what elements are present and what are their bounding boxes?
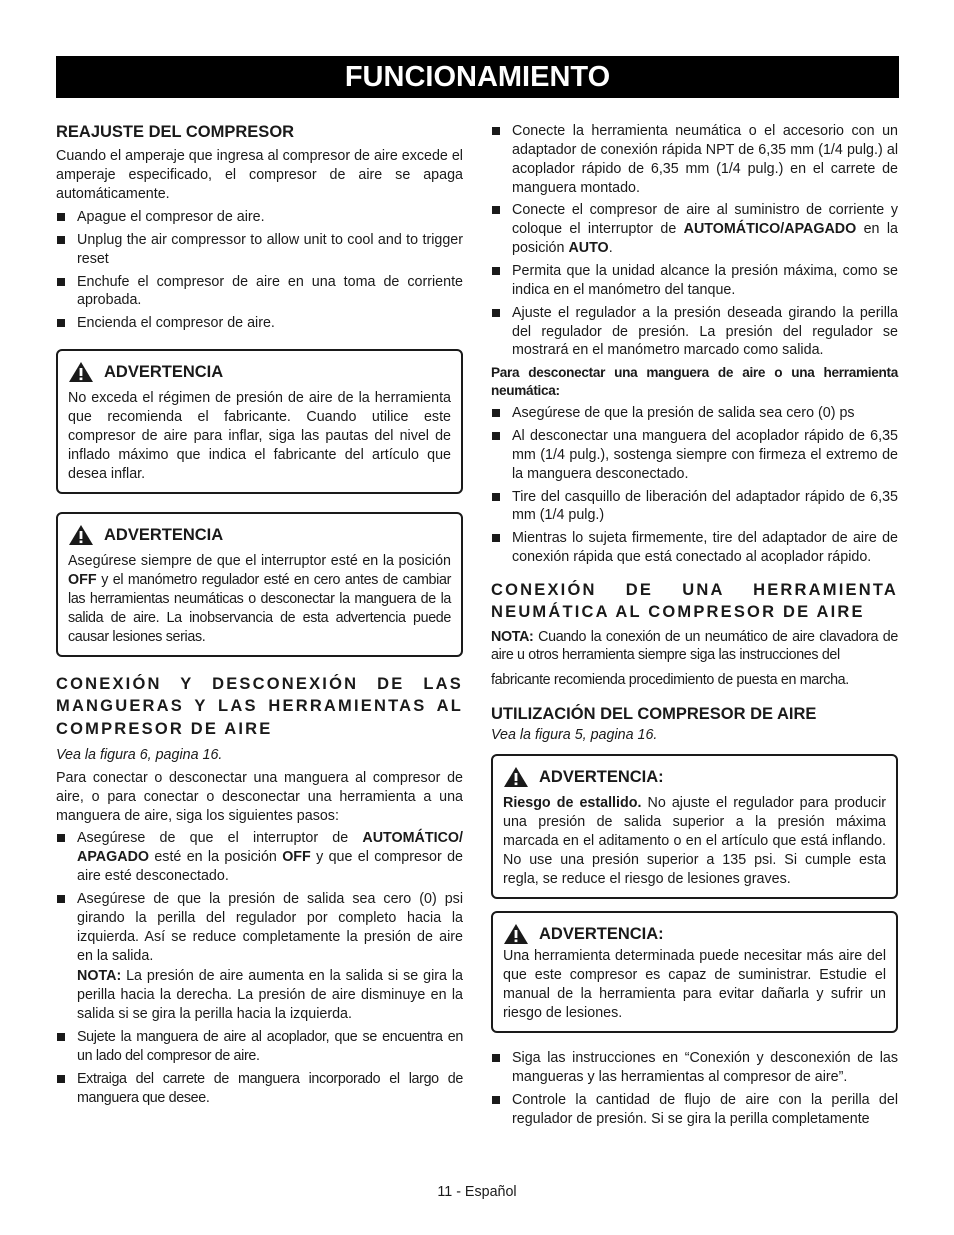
list-item: Siga las instrucciones en “Conexión y desconexión de las mangueras y las herramientas al compresor de aire”.	[491, 1049, 898, 1087]
connect-steps-list	[491, 122, 898, 360]
warning-box	[491, 911, 898, 1033]
list-item: Sujete la manguera de aire al acoplador, que se encuentra en un lado del compresor de aire.	[56, 1028, 463, 1066]
warning-triangle-icon	[503, 766, 529, 788]
bullet-icon	[57, 1075, 65, 1083]
list-item: Extraiga del carrete de manguera incorporado el largo de manguera que desee.	[56, 1070, 463, 1108]
note-text-continued: fabricante recomienda procedimiento de puesta en marcha.	[491, 672, 849, 689]
bullet-icon	[57, 278, 65, 286]
bullet-icon	[57, 834, 65, 842]
section-heading-herramienta: CONEXIÓN DE UNA HERRAMIENTA NEUMÁTICA AL COMPRESOR DE AIRE	[491, 581, 898, 622]
bullet-icon	[57, 213, 65, 221]
warning-box	[491, 754, 898, 899]
list-item: Al desconectar una manguera del acoplador rápido de 6,35 mm (1/4 pulg.), sostenga siempre con firmeza el extremo de la manguera desconectado.	[491, 427, 898, 484]
warning-triangle-icon	[68, 361, 94, 383]
bullet-icon	[492, 267, 500, 275]
bullet-icon	[492, 1054, 500, 1062]
bullet-icon	[57, 319, 65, 327]
bullet-icon	[57, 895, 65, 903]
bullet-icon	[492, 534, 500, 542]
disconnect-steps-list	[491, 404, 898, 567]
list-item: Conecte la herramienta neumática o el accesorio con un adaptador de conexión rápida NPT de 6,35 mm (1/4 pulg.) al acoplador rápido de 6,35 mm (1/4 pulg.) en el carrete de manguera montado.	[491, 122, 898, 197]
warning-title: ADVERTENCIA:	[539, 924, 664, 943]
list-item: Enchufe el compresor de aire en una toma de corriente aprobada.	[56, 273, 463, 311]
warning-text: No exceda el régimen de presión de aire de la herramienta que recomienda el fabricante. Cuando utilice este compresor de aire para inflar, siga las pautas del nivel de inflado máximo que indica el fabricante del artículo que desea inflar.	[68, 390, 451, 483]
figure-reference: Vea la figura 5, pagina 16.	[491, 726, 658, 743]
bullet-icon	[492, 493, 500, 501]
figure-reference: Vea la figura 6, pagina 16.	[56, 746, 223, 763]
page-title: FUNCIONAMIENTO	[56, 56, 899, 98]
list-item: Permita que la unidad alcance la presión máxima, como se indica en el manómetro del tanque.	[491, 262, 898, 300]
warning-title: ADVERTENCIA	[104, 362, 224, 381]
warning-text: Riesgo de estallido. No ajuste el regulador para producir una presión de salida superior a la presión máxima marcada en el aditamento o en el artículo que está inflando. No use una presión superior a 135 psi. Si cumple esta regla, se reduce el riesgo de lesiones graves.	[503, 795, 887, 888]
warning-triangle-icon	[68, 524, 94, 546]
warning-text: Asegúrese siempre de que el interruptor esté en la posición OFF y el manómetro regulador esté en cero antes de cambiar las herramientas neumáticas o desconectar la manguera de la salida de aire. La inobservancia de esta advertencia puede causar lesiones serias.	[68, 553, 451, 646]
reset-steps-list	[56, 208, 463, 333]
warning-text: Una herramienta determinada puede necesitar más aire del que este compresor es capaz de suministrar. Estudie el manual de la herramienta para evitar dañarla y sufrir un riesgo de lesiones.	[503, 948, 886, 1022]
list-item: Unplug the air compressor to allow unit to cool and to trigger reset	[56, 231, 463, 269]
list-item: Tire del casquillo de liberación del adaptador rápido de 6,35 mm (1/4 pulg.)	[491, 488, 898, 526]
connection-steps-list	[56, 829, 463, 1107]
section-heading-utilizacion: UTILIZACIÓN DEL COMPRESOR DE AIRE	[491, 705, 817, 724]
page-number: 11 - Español	[437, 1184, 517, 1200]
list-item: Conecte el compresor de aire al suministro de corriente y coloque el interruptor de AUTOMÁTICO/APAGADO en la posición AUTO.	[491, 201, 898, 258]
list-item: Ajuste el regulador a la presión deseada girando la perilla del regulador de presión. La presión del regulador se mostrará en el manómetro marcado como salida.	[491, 304, 898, 361]
left-column	[56, 122, 463, 1111]
warning-triangle-icon	[503, 923, 529, 945]
bullet-icon	[492, 432, 500, 440]
warning-title: ADVERTENCIA:	[539, 767, 664, 786]
section-heading-conexion: CONEXIÓN Y DESCONEXIÓN DE LAS MANGUERAS Y LAS HERRAMIENTAS AL COMPRESOR DE AIRE	[56, 675, 463, 738]
list-item: Asegúrese de que la presión de salida sea cero (0) ps	[491, 404, 898, 423]
list-item: Asegúrese de que la presión de salida sea cero (0) psi girando la perilla del regulador por completo hacia la izquierda. Así se reduce completamente la presión de aire en la salida. NOTA: La presión de aire aumenta en la salida si se gira la perilla hacia la derecha. La presión de aire disminuye en la salida si se gira la perilla hacia la izquierda.	[56, 890, 463, 1024]
list-item: Mientras lo sujeta firmemente, tire del adaptador de aire de conexión rápida que está conectado al acoplador rápido.	[491, 529, 898, 567]
right-column	[491, 122, 898, 1133]
list-item: Asegúrese de que el interruptor de AUTOMÁTICO/ APAGADO esté en la posición OFF y que el compresor de aire esté desconectado.	[56, 829, 463, 886]
bullet-icon	[492, 309, 500, 317]
section-intro: Cuando el amperaje que ingresa al compresor de aire excede el amperaje especificado, el compresor de aire se apaga automáticamente.	[56, 148, 463, 203]
bullet-icon	[492, 206, 500, 214]
note-text: NOTA: Cuando la conexión de un neumático de aire clavadora de aire u otros herramienta siempre siga las instrucciones del	[491, 628, 898, 664]
bullet-icon	[492, 1096, 500, 1104]
disconnect-subheading: Para desconectar una manguera de aire o una herramienta neumática:	[491, 365, 898, 399]
list-item: Controle la cantidad de flujo de aire con la perilla del regulador de presión. Si se gira la perilla completamente	[491, 1091, 898, 1129]
section-intro: Para conectar o desconectar una manguera al compresor de aire, o para conectar o desconectar una herramienta a una manguera de aire, siga los siguientes pasos:	[56, 769, 463, 824]
bullet-icon	[492, 127, 500, 135]
warning-box	[56, 512, 463, 657]
warning-box	[56, 349, 463, 494]
usage-steps-list	[491, 1049, 898, 1128]
section-heading-reajuste: REAJUSTE DEL COMPRESOR	[56, 123, 295, 141]
warning-title: ADVERTENCIA	[104, 525, 224, 544]
list-item: Apague el compresor de aire.	[56, 208, 463, 227]
bullet-icon	[492, 409, 500, 417]
list-item: Encienda el compresor de aire.	[56, 314, 463, 333]
bullet-icon	[57, 236, 65, 244]
note-text: NOTA: La presión de aire aumenta en la salida si se gira la perilla hacia la derecha. La presión de aire disminuye en la salida si se gira la perilla hacia la izquierda.	[77, 968, 463, 1023]
bullet-icon	[57, 1033, 65, 1041]
